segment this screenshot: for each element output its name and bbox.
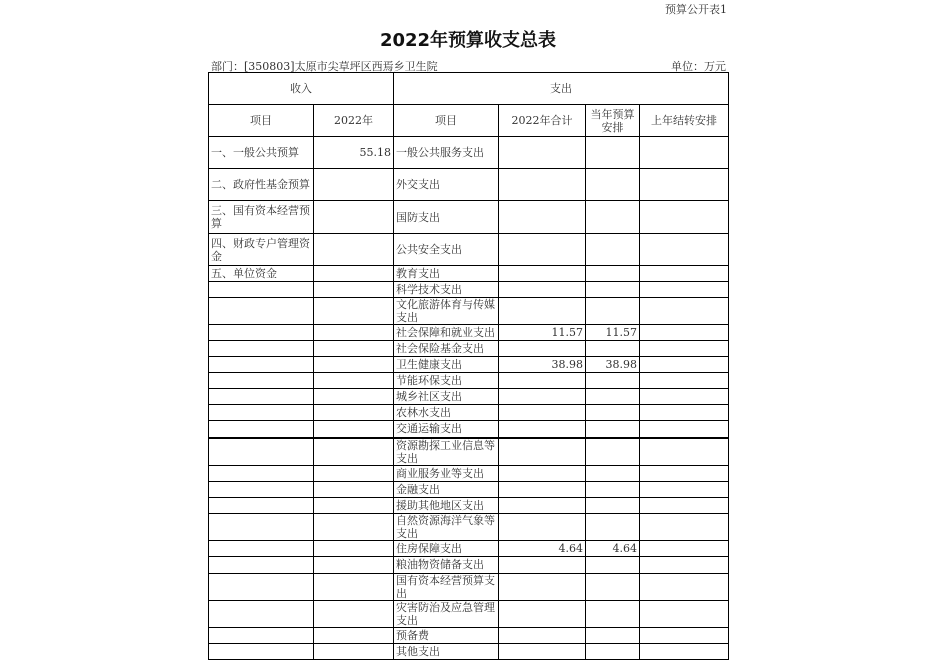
- current-year-cell: [586, 341, 640, 357]
- carryover-cell: [640, 266, 729, 282]
- expense-item-cell: 交通运输支出: [394, 421, 499, 438]
- current-year-cell: [586, 373, 640, 389]
- income-2022-cell: [314, 282, 394, 298]
- expense-total-cell: [499, 438, 586, 466]
- expense-total-cell: [499, 341, 586, 357]
- form-number: 预算公开表1: [665, 3, 727, 16]
- current-year-cell: [586, 438, 640, 466]
- table-row: [209, 266, 729, 282]
- table-row: [209, 573, 729, 600]
- income-item-cell: 三、国有资本经营预算: [209, 201, 314, 234]
- expense-total-cell: 38.98: [499, 357, 586, 373]
- carryover-cell: [640, 465, 729, 481]
- table-row: [209, 325, 729, 341]
- income-item-cell: [209, 282, 314, 298]
- expense-item-cell: 社会保障和就业支出: [394, 325, 499, 341]
- current-year-cell: 11.57: [586, 325, 640, 341]
- income-item-cell: [209, 481, 314, 497]
- income-item-cell: [209, 341, 314, 357]
- col-header-current-year: 当年预算安排: [586, 105, 640, 137]
- carryover-cell: [640, 137, 729, 169]
- table-row: [209, 234, 729, 266]
- income-item-cell: [209, 513, 314, 540]
- expense-total-cell: [499, 643, 586, 659]
- income-item-cell: [209, 325, 314, 341]
- carryover-cell: [640, 421, 729, 438]
- current-year-cell: [586, 513, 640, 540]
- column-header-row: [209, 105, 729, 137]
- expense-item-cell: 一般公共服务支出: [394, 137, 499, 169]
- expense-item-cell: 社会保险基金支出: [394, 341, 499, 357]
- income-2022-cell: 55.18: [314, 137, 394, 169]
- income-item-cell: [209, 600, 314, 627]
- expense-item-cell: 预备费: [394, 627, 499, 643]
- carryover-cell: [640, 389, 729, 405]
- table-row: [209, 643, 729, 659]
- expense-item-cell: 文化旅游体育与传媒支出: [394, 298, 499, 325]
- income-item-cell: [209, 298, 314, 325]
- income-2022-cell: [314, 325, 394, 341]
- expense-total-cell: 11.57: [499, 325, 586, 341]
- table-row: [209, 169, 729, 201]
- expense-item-cell: 国有资本经营预算支出: [394, 573, 499, 600]
- expense-item-cell: 节能环保支出: [394, 373, 499, 389]
- income-2022-cell: [314, 266, 394, 282]
- income-2022-cell: [314, 234, 394, 266]
- expense-total-cell: [499, 282, 586, 298]
- income-2022-cell: [314, 627, 394, 643]
- income-2022-cell: [314, 421, 394, 438]
- table-row: [209, 389, 729, 405]
- income-2022-cell: [314, 497, 394, 513]
- income-2022-cell: [314, 341, 394, 357]
- income-2022-cell: [314, 643, 394, 659]
- income-item-cell: [209, 643, 314, 659]
- income-item-cell: 二、政府性基金预算: [209, 169, 314, 201]
- group-header-row: [209, 73, 729, 105]
- expense-item-cell: 卫生健康支出: [394, 357, 499, 373]
- current-year-cell: [586, 600, 640, 627]
- expense-item-cell: 教育支出: [394, 266, 499, 282]
- income-2022-cell: [314, 438, 394, 466]
- carryover-cell: [640, 600, 729, 627]
- current-year-cell: [586, 201, 640, 234]
- expense-total-cell: [499, 266, 586, 282]
- expense-item-cell: 自然资源海洋气象等支出: [394, 513, 499, 540]
- current-year-cell: [586, 643, 640, 659]
- carryover-cell: [640, 481, 729, 497]
- carryover-cell: [640, 405, 729, 421]
- carryover-cell: [640, 201, 729, 234]
- expense-total-cell: [499, 513, 586, 540]
- current-year-cell: [586, 421, 640, 438]
- income-2022-cell: [314, 573, 394, 600]
- current-year-cell: [586, 497, 640, 513]
- col-header-income-item: 项目: [209, 105, 314, 137]
- expense-item-cell: 农林水支出: [394, 405, 499, 421]
- expense-item-cell: 公共安全支出: [394, 234, 499, 266]
- income-2022-cell: [314, 201, 394, 234]
- expense-total-cell: [499, 465, 586, 481]
- expense-item-cell: 国防支出: [394, 201, 499, 234]
- current-year-cell: [586, 266, 640, 282]
- table-row: [209, 298, 729, 325]
- current-year-cell: [586, 573, 640, 600]
- current-year-cell: [586, 234, 640, 266]
- current-year-cell: [586, 389, 640, 405]
- department-label: 部门：[350803]太原市尖草坪区西焉乡卫生院: [211, 60, 438, 73]
- expense-group-header: 支出: [394, 73, 729, 105]
- income-item-cell: [209, 421, 314, 438]
- income-2022-cell: [314, 481, 394, 497]
- carryover-cell: [640, 513, 729, 540]
- income-item-cell: 四、财政专户管理资金: [209, 234, 314, 266]
- carryover-cell: [640, 298, 729, 325]
- table-row: [209, 481, 729, 497]
- carryover-cell: [640, 497, 729, 513]
- carryover-cell: [640, 234, 729, 266]
- carryover-cell: [640, 373, 729, 389]
- income-item-cell: [209, 540, 314, 556]
- table-row: [209, 465, 729, 481]
- table-row: [209, 513, 729, 540]
- current-year-cell: [586, 298, 640, 325]
- table-row: [209, 600, 729, 627]
- income-item-cell: [209, 465, 314, 481]
- carryover-cell: [640, 341, 729, 357]
- table-row: [209, 201, 729, 234]
- unit-label: 单位：万元: [671, 60, 726, 73]
- current-year-cell: 38.98: [586, 357, 640, 373]
- table-row: [209, 373, 729, 389]
- col-header-expense-item: 项目: [394, 105, 499, 137]
- income-2022-cell: [314, 540, 394, 556]
- carryover-cell: [640, 325, 729, 341]
- col-header-income-2022: 2022年: [314, 105, 394, 137]
- expense-item-cell: 金融支出: [394, 481, 499, 497]
- col-header-expense-total: 2022年合计: [499, 105, 586, 137]
- expense-total-cell: [499, 234, 586, 266]
- carryover-cell: [640, 357, 729, 373]
- income-2022-cell: [314, 513, 394, 540]
- expense-item-cell: 外交支出: [394, 169, 499, 201]
- carryover-cell: [640, 627, 729, 643]
- income-2022-cell: [314, 465, 394, 481]
- income-2022-cell: [314, 357, 394, 373]
- carryover-cell: [640, 169, 729, 201]
- carryover-cell: [640, 556, 729, 573]
- table-row: [209, 540, 729, 556]
- income-item-cell: [209, 497, 314, 513]
- expense-total-cell: [499, 481, 586, 497]
- income-item-cell: [209, 556, 314, 573]
- income-group-header: 收入: [209, 73, 394, 105]
- current-year-cell: [586, 137, 640, 169]
- income-item-cell: [209, 357, 314, 373]
- table-row: [209, 421, 729, 438]
- expense-item-cell: 其他支出: [394, 643, 499, 659]
- table-row: [209, 357, 729, 373]
- income-item-cell: [209, 627, 314, 643]
- current-year-cell: [586, 169, 640, 201]
- expense-total-cell: [499, 169, 586, 201]
- expense-total-cell: [499, 298, 586, 325]
- expense-total-cell: [499, 497, 586, 513]
- expense-item-cell: 资源勘探工业信息等支出: [394, 438, 499, 466]
- expense-total-cell: [499, 405, 586, 421]
- current-year-cell: [586, 627, 640, 643]
- carryover-cell: [640, 573, 729, 600]
- expense-item-cell: 城乡社区支出: [394, 389, 499, 405]
- income-2022-cell: [314, 600, 394, 627]
- table-row: [209, 438, 729, 466]
- income-2022-cell: [314, 298, 394, 325]
- carryover-cell: [640, 540, 729, 556]
- income-item-cell: 五、单位资金: [209, 266, 314, 282]
- table-row: [209, 405, 729, 421]
- income-item-cell: [209, 405, 314, 421]
- carryover-cell: [640, 643, 729, 659]
- expense-total-cell: [499, 137, 586, 169]
- table-row: [209, 497, 729, 513]
- income-2022-cell: [314, 405, 394, 421]
- expense-item-cell: 科学技术支出: [394, 282, 499, 298]
- current-year-cell: [586, 282, 640, 298]
- income-item-cell: [209, 438, 314, 466]
- expense-total-cell: 4.64: [499, 540, 586, 556]
- income-2022-cell: [314, 389, 394, 405]
- page-title: 2022年预算收支总表: [379, 30, 557, 51]
- expense-total-cell: [499, 201, 586, 234]
- income-2022-cell: [314, 373, 394, 389]
- expense-total-cell: [499, 373, 586, 389]
- expense-total-cell: [499, 573, 586, 600]
- expense-item-cell: 援助其他地区支出: [394, 497, 499, 513]
- table-row: [209, 341, 729, 357]
- col-header-carryover: 上年结转安排: [640, 105, 729, 137]
- current-year-cell: [586, 481, 640, 497]
- current-year-cell: [586, 405, 640, 421]
- current-year-cell: [586, 465, 640, 481]
- expense-item-cell: 住房保障支出: [394, 540, 499, 556]
- income-item-cell: [209, 389, 314, 405]
- table-row: [209, 137, 729, 169]
- expense-total-cell: [499, 556, 586, 573]
- income-2022-cell: [314, 556, 394, 573]
- current-year-cell: 4.64: [586, 540, 640, 556]
- expense-item-cell: 灾害防治及应急管理支出: [394, 600, 499, 627]
- carryover-cell: [640, 282, 729, 298]
- income-item-cell: 一、一般公共预算: [209, 137, 314, 169]
- income-item-cell: [209, 573, 314, 600]
- expense-item-cell: 粮油物资储备支出: [394, 556, 499, 573]
- expense-total-cell: [499, 600, 586, 627]
- expense-total-cell: [499, 627, 586, 643]
- table-row: [209, 556, 729, 573]
- income-item-cell: [209, 373, 314, 389]
- income-2022-cell: [314, 169, 394, 201]
- expense-total-cell: [499, 389, 586, 405]
- budget-summary-table: [208, 72, 729, 660]
- carryover-cell: [640, 438, 729, 466]
- table-row: [209, 282, 729, 298]
- expense-item-cell: 商业服务业等支出: [394, 465, 499, 481]
- current-year-cell: [586, 556, 640, 573]
- expense-total-cell: [499, 421, 586, 438]
- table-row: [209, 627, 729, 643]
